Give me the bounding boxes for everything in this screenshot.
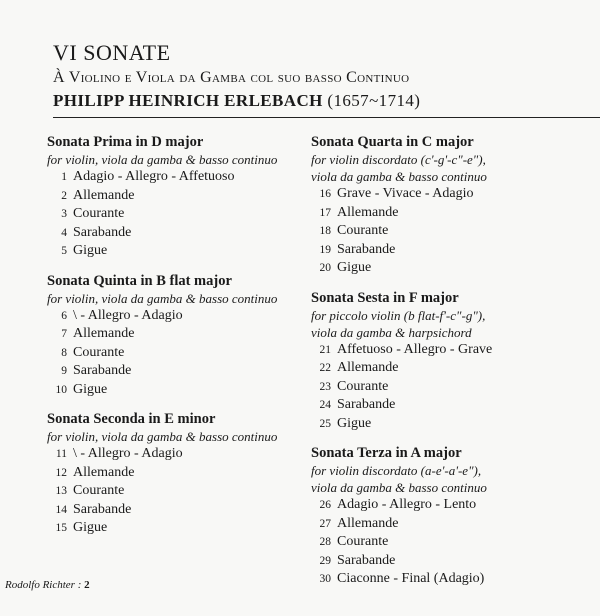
track-number: 23 xyxy=(319,380,331,393)
track-number: 21 xyxy=(319,343,331,356)
track-number: 7 xyxy=(61,328,67,340)
track-row xyxy=(311,496,576,515)
track-number: 22 xyxy=(319,362,331,374)
composer-name: PHILIPP HEINRICH ERLEBACH xyxy=(53,91,323,110)
track-row xyxy=(47,168,312,187)
track-row xyxy=(47,325,312,344)
track-number: 12 xyxy=(55,466,67,479)
sonata-section xyxy=(47,410,312,538)
sonata-title: Sonata Prima in D major xyxy=(47,134,204,150)
track-number: 9 xyxy=(61,365,67,377)
track-number: 1 xyxy=(61,171,67,183)
track-row xyxy=(311,185,576,204)
track-title: Courante xyxy=(73,344,125,360)
track-row xyxy=(47,501,312,520)
sonata-instrumentation: for violin, viola da gamba & basso continuo xyxy=(47,290,278,306)
track-number: 15 xyxy=(55,522,67,534)
sonata-section xyxy=(47,272,312,400)
track-title: Courante xyxy=(73,206,125,221)
track-number: 6 xyxy=(61,309,67,322)
sonata-instrumentation: viola da gamba & basso continuo xyxy=(311,169,487,184)
track-number: 26 xyxy=(319,499,331,511)
track-number: 3 xyxy=(61,208,67,220)
track-row xyxy=(311,359,576,378)
track-title: Sarabande xyxy=(73,501,132,517)
track-title: Allemande xyxy=(337,515,399,531)
track-title: Sarabande xyxy=(337,397,396,412)
track-number: 5 xyxy=(61,245,67,257)
track-row xyxy=(311,552,576,571)
track-row xyxy=(47,242,312,261)
track-title: Allemande xyxy=(73,326,135,341)
track-row xyxy=(47,482,312,501)
track-number: 17 xyxy=(319,206,331,219)
sonata-title: Sonata Quarta in C major xyxy=(311,134,474,150)
sonata-instrumentation: viola da gamba & harpsichord xyxy=(311,324,472,340)
track-number: 10 xyxy=(55,383,67,396)
sonata-section xyxy=(311,289,576,434)
track-row xyxy=(47,344,312,363)
track-row xyxy=(311,570,576,589)
left-column xyxy=(47,133,312,549)
right-column xyxy=(311,133,576,600)
track-title: Sarabande xyxy=(73,363,132,378)
track-title: Grave - Vivace - Adagio xyxy=(337,186,474,201)
header xyxy=(53,40,600,112)
track-row xyxy=(311,204,576,223)
track-number: 2 xyxy=(61,189,67,202)
sonata-title: Sonata Sesta in F major xyxy=(311,289,459,306)
track-number: 20 xyxy=(319,262,331,274)
sonata-section xyxy=(311,133,576,278)
page-subtitle: À Violino e Viola da Gamba col suo basso Continuo xyxy=(53,69,410,86)
sonata-section xyxy=(47,133,312,261)
track-row xyxy=(47,187,312,206)
track-title: Courante xyxy=(337,534,389,549)
track-row xyxy=(47,362,312,381)
track-row xyxy=(311,415,576,434)
track-number: 14 xyxy=(55,503,67,516)
track-title: Allemande xyxy=(337,360,399,375)
track-number: 16 xyxy=(319,188,331,200)
track-number: 4 xyxy=(61,226,67,239)
track-title: Gigue xyxy=(73,520,108,535)
track-row xyxy=(311,396,576,415)
track-row xyxy=(311,222,576,241)
track-title: Allemande xyxy=(73,187,135,203)
track-row xyxy=(311,515,576,534)
sonata-instrumentation: for violin, viola da gamba & basso continuo xyxy=(47,429,278,444)
track-title: Gigue xyxy=(73,243,108,258)
sonata-instrumentation: viola da gamba & basso continuo xyxy=(311,480,487,495)
track-title: Courante xyxy=(337,378,389,394)
track-title: \ - Allegro - Adagio xyxy=(73,307,183,323)
track-title: Adagio - Allegro - Affetuoso xyxy=(73,169,235,184)
track-number: 18 xyxy=(319,225,331,237)
track-row xyxy=(311,241,576,260)
track-row xyxy=(47,464,312,483)
footer-separator: : xyxy=(74,579,85,591)
performer-name: Rodolfo Richter xyxy=(5,579,75,591)
track-title: Adagio - Allegro - Lento xyxy=(337,497,477,512)
track-title: Courante xyxy=(337,223,389,238)
track-title: Sarabande xyxy=(337,241,396,257)
sonata-instrumentation: for violin, viola da gamba & basso continuo xyxy=(47,152,278,167)
track-row xyxy=(47,519,312,538)
track-number: 25 xyxy=(319,417,331,430)
sonata-title: Sonata Terza in A major xyxy=(311,445,462,461)
track-row xyxy=(311,259,576,278)
track-number: 13 xyxy=(55,485,67,497)
track-title: Sarabande xyxy=(337,552,396,568)
header-divider xyxy=(53,117,600,118)
track-number: 11 xyxy=(55,448,67,460)
track-title: Gigue xyxy=(73,381,108,397)
track-row xyxy=(311,378,576,397)
track-title: Sarabande xyxy=(73,224,132,240)
track-title: \ - Allegro - Adagio xyxy=(73,446,183,461)
track-row xyxy=(47,224,312,243)
sonata-instrumentation: for piccolo violin (b flat-f'-c"-g"), xyxy=(311,307,486,323)
page-footer xyxy=(5,579,90,591)
track-number: 24 xyxy=(319,399,331,411)
track-title: Allemande xyxy=(337,204,399,220)
track-title: Affetuoso - Allegro - Grave xyxy=(337,341,493,357)
track-title: Ciaconne - Final (Adagio) xyxy=(337,571,485,586)
track-number: 19 xyxy=(319,243,331,256)
track-number: 28 xyxy=(319,536,331,548)
track-number: 8 xyxy=(61,346,67,359)
track-row xyxy=(47,205,312,224)
sonata-title: Sonata Seconda in E minor xyxy=(47,411,216,427)
track-number: 30 xyxy=(319,573,331,585)
track-number: 29 xyxy=(319,554,331,567)
composer-dates: (1657~1714) xyxy=(327,91,421,110)
page-title: VI SONATE xyxy=(53,40,171,65)
sonata-instrumentation: for violin discordato (a-e'-a'-e"), xyxy=(311,463,482,478)
track-title: Gigue xyxy=(337,415,372,431)
page-number: 2 xyxy=(84,579,90,591)
sonata-instrumentation: for violin discordato (c'-g'-c"-e"), xyxy=(311,152,486,167)
track-title: Gigue xyxy=(337,260,372,275)
track-row xyxy=(311,533,576,552)
track-row xyxy=(47,307,312,326)
track-title: Allemande xyxy=(73,464,135,480)
track-row xyxy=(47,445,312,464)
track-row xyxy=(47,381,312,400)
track-title: Courante xyxy=(73,483,125,498)
composer-line xyxy=(53,90,600,112)
sonata-title: Sonata Quinta in B flat major xyxy=(47,272,232,289)
sonata-section xyxy=(311,444,576,589)
track-row xyxy=(311,341,576,360)
track-number: 27 xyxy=(319,517,331,530)
